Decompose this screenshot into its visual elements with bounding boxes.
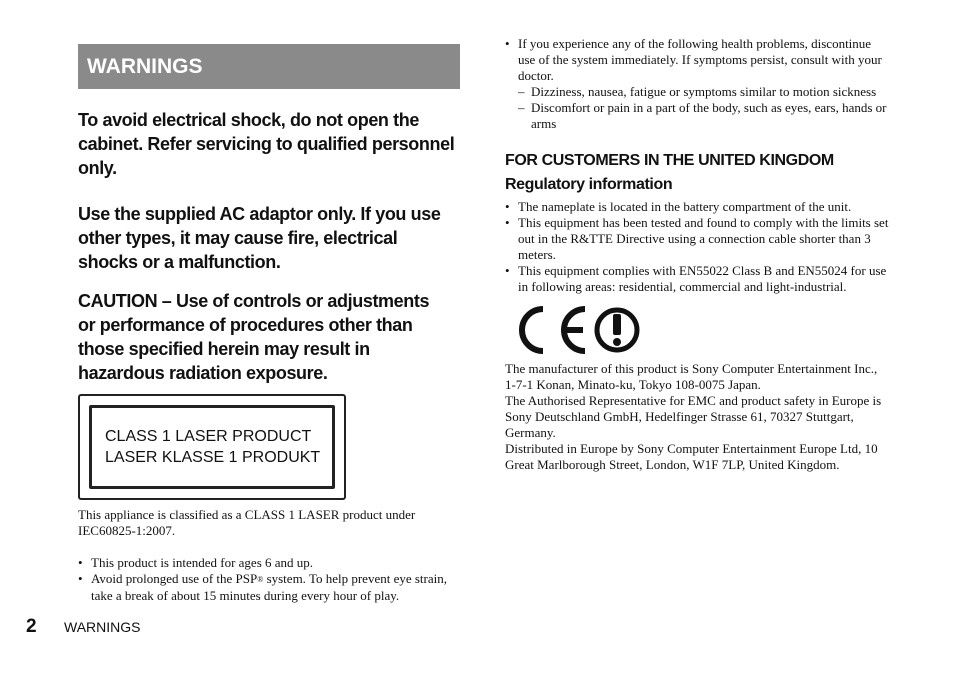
compliance-marks xyxy=(505,295,891,361)
uk-customers-heading: FOR CUSTOMERS IN THE UNITED KINGDOM xyxy=(505,152,834,169)
page-number: 2 xyxy=(26,616,37,637)
laser-label-line2: LASER KLASSE 1 PRODUKT xyxy=(105,449,321,466)
adaptor-warning: Use the supplied AC adaptor only. If you use other types, it may cause fire, electrical shocks or a malfunction. xyxy=(78,204,441,272)
usage-bullets xyxy=(78,555,462,604)
section-banner: WARNINGS xyxy=(78,44,460,89)
health-intro-bullet: • If you experience any of the following health problems, discontinue use of the system immediately. If symptoms persist, consult with your doctor. xyxy=(505,36,891,84)
eye-strain-text-pre: Avoid prolonged use of the PSP xyxy=(91,571,258,586)
laser-label-inner xyxy=(89,405,335,489)
shock-warning: To avoid electrical shock, do not open the cabinet. Refer servicing to qualified personnel only. xyxy=(78,110,455,178)
laser-label-line1: CLASS 1 LASER PRODUCT xyxy=(105,428,312,445)
laser-label xyxy=(78,394,346,500)
laser-caution: CAUTION – Use of controls or adjustments or performance of procedures other than those specified herein may result in hazardous radiation exposure. xyxy=(78,291,430,383)
regulatory-bullets xyxy=(505,199,891,295)
left-column xyxy=(78,44,460,603)
health-symptom-list xyxy=(505,84,891,132)
regulatory-heading: Regulatory information xyxy=(505,176,673,193)
authorised-representative: The Authorised Representative for EMC and product safety in Europe is Sony Deutschland GmbH, Hedelfinger Strasse 61, 70327 Stuttgart, Germany. xyxy=(505,393,882,440)
registered-mark: ® xyxy=(257,575,264,584)
ce-alert-marks-icon xyxy=(519,303,659,363)
regulatory-item: • This equipment complies with EN55022 Class B and EN55024 for use in following areas: residential, commercial and light-industrial. xyxy=(505,263,891,295)
ce-c-icon xyxy=(522,309,543,351)
distributor-info: Distributed in Europe by Sony Computer Entertainment Europe Ltd, 10 Great Marlborough Street, London, W1F 7LP, United Kingdom. xyxy=(505,441,878,472)
laser-classification: This appliance is classified as a CLASS 1 LASER product under IEC60825-1:2007. xyxy=(78,507,416,538)
regulatory-item: • This equipment has been tested and found to comply with the limits set out in the R&TTE Directive using a connection cable shorter than 3 meters. xyxy=(505,215,891,263)
symptom-item: – Discomfort or pain in a part of the body, such as eyes, ears, hands or arms xyxy=(518,100,891,132)
footer-section-label: WARNINGS xyxy=(64,619,141,635)
manufacturer-info: The manufacturer of this product is Sony Computer Entertainment Inc., 1-7-1 Konan, Minato-ku, Tokyo 108-0075 Japan. xyxy=(505,361,878,392)
age-bullet: • This product is intended for ages 6 and up. xyxy=(78,555,462,571)
eye-strain-bullet xyxy=(78,571,462,604)
symptom-item: – Dizziness, nausea, fatigue or symptoms similar to motion sickness xyxy=(518,84,891,100)
right-column xyxy=(505,36,891,473)
regulatory-item: • The nameplate is located in the battery compartment of the unit. xyxy=(505,199,891,215)
eye-strain-text-post: system. To help prevent eye strain, take a break of about 15 minutes during every hour of play. xyxy=(91,571,448,603)
health-bullets xyxy=(505,36,891,84)
